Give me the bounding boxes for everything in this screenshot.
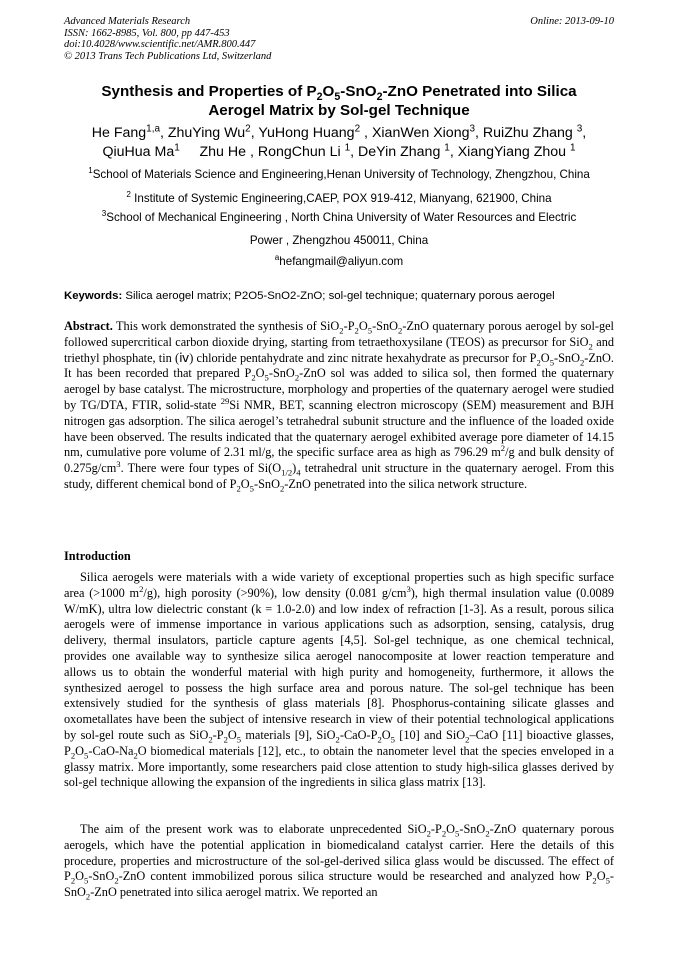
intro-paragraph-1: Silica aerogels were materials with a wide variety of exceptional properties such as high specific surface area (>1000 $m^2/g$), high porosity (>90%), low density (0.081 $g/cm^3$), high thermal insulation value (0.0089 W/mK), ultra low dielectric constant (k = 1.0-2.0) and low index of refraction [1-3]. As a result, porous silica aerogels were of immense importance in various applications such as adsorption, sensing, catalysis, drug delivery, thermal insulators, particle capture agents [4,5]. Sol-gel technique, as one chemical technical, provides one available way to synthesize silica aerogel nanocomposite at lower reaction temperature and allows us to obtain the wonderful material with high purity and homogeneity, furthermore, it allows the synthesized aerogel to possess the high surface area and porous nature. The sol-gel technique has been extensively studied for the synthesis of glass materials [8]. Phosphorus-containing silicate glasses and oxometallates have been the subject of intensive research in view of their potential technological applications by sol-gel route such as $SiO_2-P_2O_5$ materials [9], $SiO_2-CaO-P_2O_5$ [10] and SiO$_2$–CaO [11] bioactive glasses, $P_2O_5-CaO-Na_2O$ biomedical materials [12], etc., to obtain the nanometer level that the species enveloped in a glassy matrix. More importantly, some researchers paid close attention to study high-silica glasses derived by sol-gel technique allowing the expansion of the ingredients in silica glass matrix [13]. — [64, 570, 614, 790]
author: RuiZhu Zhang $^3$, — [482, 123, 587, 141]
author-list — [50, 124, 628, 162]
author: YuHong Huang$^2$ , — [258, 123, 372, 141]
affiliation-3: $^3$School of Mechanical Engineering , North China University of Water Resources and Electric — [101, 209, 577, 224]
author: Zhu He , RongChun Li $^1$, — [199, 142, 359, 160]
copyright: © 2013 Trans Tech Publications Ltd, Switzerland — [64, 50, 272, 62]
affiliation-1: $^1$School of Materials Science and Engineering,Henan University of Technology, Zhengzhou, China — [88, 166, 590, 181]
author: XianWen Xiong$^3$, — [371, 123, 483, 141]
affiliation-3-cont: Power , Zhengzhou 450011, China — [249, 234, 429, 247]
journal-header — [64, 16, 271, 62]
abstract-label: Abstract. — [64, 319, 113, 333]
doi: doi:10.4028/www.scientific.net/AMR.800.447 — [64, 39, 256, 50]
intro-paragraph-2: The aim of the present work was to elaborate unprecedented $SiO_2-P_2O_5-SnO_2$-ZnO quaternary porous aerogels, which have the potential application in biomedicaland catalyst carrier. Here the details of this procedure, properties and microstructure of the sol-gel-derived silica glass would be discussed. The effect of $P_2O_5-SnO_2$-ZnO content immobilized porous silica structure would be researched and analyzed how $P_2O_5-SnO_2$-ZnO penetrated into silica aerogel matrix. We reported an — [64, 822, 614, 902]
title-line-1: Synthesis and Properties of $P_2O_5-SnO_2$-ZnO Penetrated into Silica — [101, 83, 577, 104]
author: He Fang$^{1,a}$, — [91, 123, 168, 141]
journal-name: Advanced Materials Research — [64, 16, 191, 27]
abstract: Abstract. This work demonstrated the synthesis of $SiO_2-P_2O_5-SnO_2$-ZnO quaternary porous aerogel by sol-gel followed supercritical carbon dioxide drying, starting from tetraethoxysilane (TEOS) as precursor for SiO$_2$ and triethyl phosphate, tin (ⅳ) chloride pentahydrate and zinc nitrate hexahydrate as precursor for $P_2O_5-SnO_2$-ZnO. It has been recorded that prepared $P_2O_5-SnO_2$-ZnO sol was added to silica sol, then formed the quaternary aerogel by base catalyst. The microstructure, morphology and properties of the quaternary aerogel were studied by TG/DTA, FTIR, solid-state $^{29}$Si NMR, BET, scanning electron microscopy (SEM) measurement and BJH nitrogen gas adsorption. The silica aerogel’s tetrahedral subunit structure and the influence of the loaded oxide have been observed. The results indicated that the quaternary aerogel exhibited average pore diameter of 14.15 nm, cumulative pore volume of 2.31 ml/g, the specific surface area as high as 796.29 $m^2/g$ and bulk density of $0.275g/cm^3$. There were four types of $Si(O_{1/2})_4$ tetrahedral unit structure in the quaternary aerogel. From this study, different chemical bond of $P_2O_5-SnO_2$-ZnO penetrated into the silica network structure. — [64, 319, 615, 494]
keywords-text: Silica aerogel matrix; P2O5-SnO2-ZnO; sol-gel technique; quaternary porous aerogel — [122, 290, 555, 302]
section-heading-introduction: Introduction — [64, 549, 131, 563]
author: XiangYiang Zhou $^1$ — [457, 142, 576, 160]
email: $^a$hefangmail@aliyun.com — [274, 253, 404, 268]
keywords — [64, 289, 624, 303]
author: DeYin Zhang $^1$, — [358, 142, 458, 160]
author: ZhuYing Wu$^2$, — [167, 123, 259, 141]
keywords-label: Keywords: — [64, 290, 123, 302]
online-date: Online: 2013-09-10 — [530, 16, 614, 27]
issn: ISSN: 1662-8985, Vol. 800, pp 447-453 — [64, 27, 230, 39]
paper-title — [64, 82, 614, 120]
affiliation-2: $^2$ Institute of Systemic Engineering,CAEP, POX 919-412, Mianyang, 621900, China — [126, 190, 552, 205]
title-line-2: Aerogel Matrix by Sol-gel Technique — [208, 102, 470, 119]
author: QiuHua Ma$^1$ — [102, 142, 180, 160]
